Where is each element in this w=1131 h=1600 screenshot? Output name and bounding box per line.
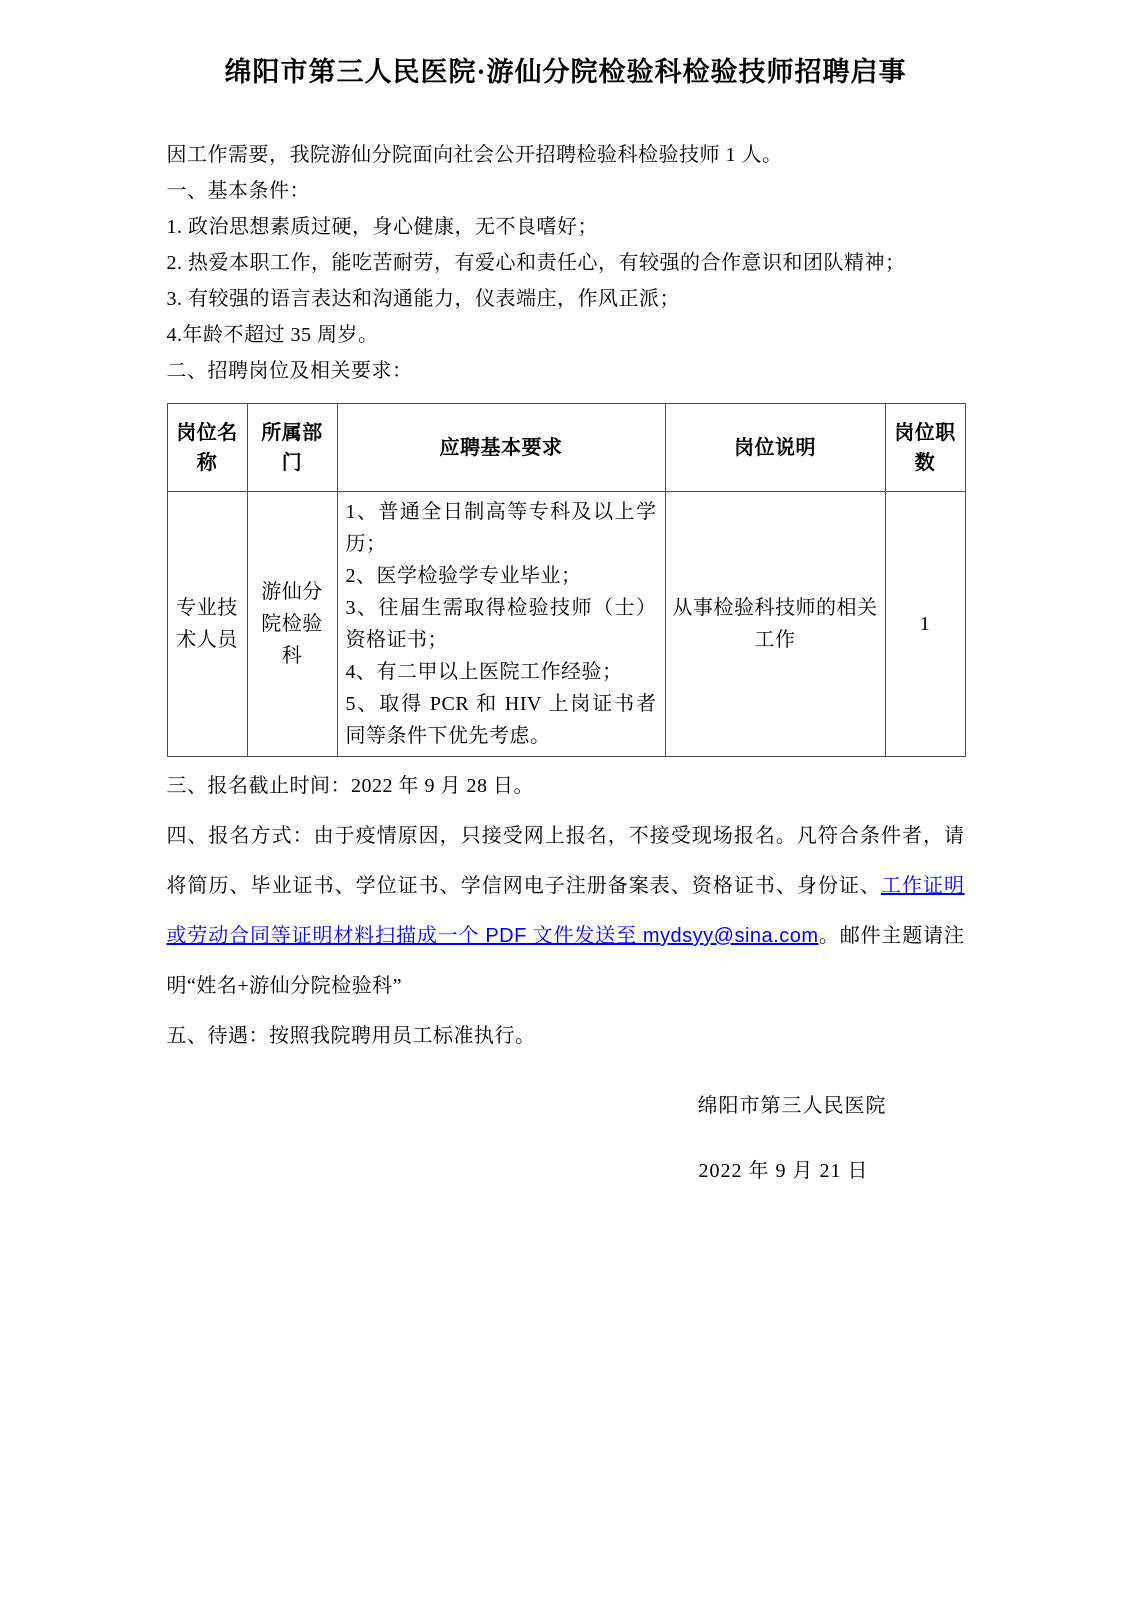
cell-position: 专业技术人员 [167,492,247,757]
link-text-part2: 文件发送至 [526,925,643,947]
page-title: 绵阳市第三人民医院·游仙分院检验科检验技师招聘启事 [224,57,907,87]
section4-text-before: 四、报名方式：由于疫情原因，只接受网上报名，不接受现场报名。凡符合条件者，请将简历、毕业证书、学位证书、学信网电子注册备案表、资格证书、身份证、 [166,825,965,897]
table-row [167,492,965,757]
table-header-count: 岗位职数 [885,404,965,492]
condition-item: 1. 政治思想素质过硬，身心健康，无不良嗜好； [166,216,598,238]
table-header-description: 岗位说明 [665,404,885,492]
table-header-row [167,404,965,492]
intro-paragraph: 因工作需要，我院游仙分院面向社会公开招聘检验科检验技师 1 人。 [166,144,783,166]
document-content [167,0,965,1189]
signature-org: 绵阳市第三人民医院 [697,1095,887,1117]
requirement-item: 3、往届生需取得检验技师（士）资格证书； [345,597,657,651]
signature-date: 2022 年 9 月 21 日 [698,1160,869,1182]
condition-item: 4.年龄不超过 35 周岁。 [166,324,379,346]
section2-heading: 二、招聘岗位及相关要求： [166,360,413,382]
section4-paragraph [167,811,965,1011]
email-link: mydsyy@sina.com [642,925,819,947]
table-header-position: 岗位名称 [167,404,247,492]
recruitment-table [167,403,966,757]
cell-count: 1 [885,492,965,757]
table-header-requirements: 应聘基本要求 [337,404,665,492]
requirement-item: 4、有二甲以上医院工作经验； [345,661,623,683]
section3-deadline: 三、报名截止时间：2022 年 9 月 28 日。 [166,775,534,797]
link-text-part1: 工作证明或劳动合同等证明材料扫描成一个 [166,875,965,947]
requirement-item: 2、医学检验学专业毕业； [345,565,582,587]
cell-department: 游仙分院检验科 [247,492,337,757]
link-pdf-label: PDF [485,925,527,947]
section5-treatment: 五、待遇：按照我院聘用员工标准执行。 [166,1025,536,1047]
condition-item: 2. 热爱本职工作，能吃苦耐劳，有爱心和责任心，有较强的合作意识和团队精神； [166,252,906,274]
condition-item: 3. 有较强的语言表达和沟通能力，仪表端庄，作风正派； [166,288,680,310]
cell-requirements [337,492,665,757]
cell-description: 从事检验科技师的相关工作 [665,492,885,757]
section1-heading: 一、基本条件： [166,180,310,202]
table-header-department: 所属部门 [247,404,337,492]
requirement-item: 1、普通全日制高等专科及以上学历； [345,501,657,555]
requirement-item: 5、取得 PCR 和 HIV 上岗证书者同等条件下优先考虑。 [345,693,657,747]
section4-text-after: 。邮件主题请注明“姓名+游仙分院检验科” [166,925,965,997]
